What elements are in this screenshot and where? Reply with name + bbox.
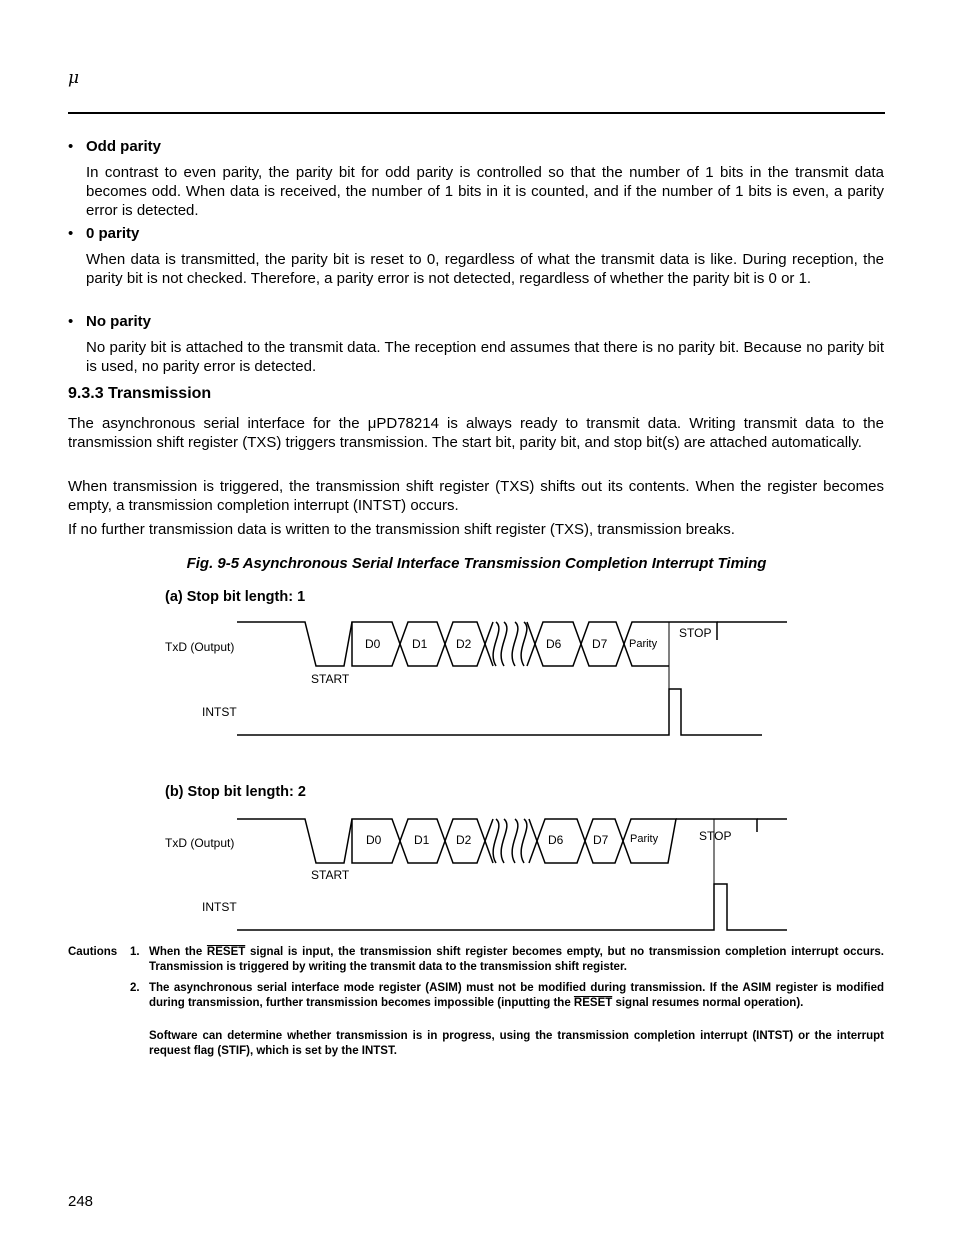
bit-label: D7 bbox=[593, 833, 609, 847]
diagram-b-timing bbox=[0, 805, 954, 940]
cautions-label: Cautions bbox=[68, 946, 118, 958]
txd-label: TxD (Output) bbox=[165, 836, 235, 850]
bit-label: Parity bbox=[630, 833, 659, 845]
bullet-odd-parity-text: In contrast to even parity, the parity bit for odd parity is controlled so that the number of 1 bits in the transmit data becomes odd. When data is received, the number of 1 bits in it is counted, and if the number of 1 bits is even, a parity error is detected. bbox=[86, 164, 884, 219]
diagram-b-title: (b) Stop bit length: 2 bbox=[165, 784, 306, 800]
start-label: START bbox=[311, 672, 350, 686]
caution-text: signal resumes normal operation). bbox=[612, 997, 804, 1009]
bit-label: D2 bbox=[456, 637, 472, 651]
bit-label: D6 bbox=[546, 637, 562, 651]
bullet-title: No parity bbox=[86, 313, 152, 330]
break-squiggle bbox=[493, 622, 499, 666]
caution-text: signal is input, the transmission shift register becomes empty, but no transmission completion interrupt occurs. Transmission is triggered by writing the transmit data to the transmission shift register. bbox=[149, 946, 884, 973]
section-paragraph: When transmission is triggered, the transmission shift register (TXS) shifts out its contents. When the register becomes empty, a transmission completion interrupt (INTST) occurs. bbox=[68, 478, 884, 514]
caution-item-2 bbox=[149, 981, 884, 1011]
caution-text: The asynchronous serial interface mode register (ASIM) must not be modified during transmission. If the ASIM register is modified during transmission, further transmission becomes impossible (inputting the bbox=[149, 982, 884, 1009]
txd-label: TxD (Output) bbox=[165, 640, 235, 654]
caution-number: 1. bbox=[130, 946, 140, 958]
break-marker bbox=[485, 841, 493, 863]
caution-text: When the bbox=[149, 946, 207, 958]
break-squiggle bbox=[493, 819, 499, 863]
break-squiggle bbox=[521, 622, 527, 666]
break-marker bbox=[485, 622, 493, 644]
section-heading: 9.3.3 Transmission bbox=[68, 385, 212, 402]
header-rule bbox=[68, 112, 885, 114]
caution-item-1 bbox=[149, 945, 884, 975]
bit-label: D2 bbox=[456, 833, 472, 847]
break-marker bbox=[485, 644, 493, 666]
break-marker bbox=[527, 622, 535, 666]
bullet-title: Odd parity bbox=[86, 138, 162, 155]
bullet-no-parity-text: No parity bit is attached to the transmit data. The reception end assumes that there is no parity bit. Because no parity bit is used, no parity error is detected. bbox=[86, 339, 884, 375]
reset-signal: RESET bbox=[206, 946, 246, 958]
bullet-odd-parity-title: • Odd parity bbox=[68, 138, 162, 155]
txd-waveform-start bbox=[237, 622, 352, 666]
bit-label: Parity bbox=[629, 638, 658, 650]
break-marker bbox=[529, 819, 537, 863]
bit-label: D6 bbox=[548, 833, 564, 847]
bullet-zero-parity-title: • 0 parity bbox=[68, 225, 140, 242]
caution-number: 2. bbox=[130, 982, 140, 994]
diagram-a-timing bbox=[0, 610, 954, 745]
caution-note: Software can determine whether transmission is in progress, using the transmission completion interrupt (INTST) or the interrupt request flag (STIF), which is set by the INTST. bbox=[149, 1030, 884, 1057]
bit-label: D0 bbox=[365, 637, 381, 651]
intst-waveform bbox=[237, 689, 762, 735]
bullet-no-parity-title: • No parity bbox=[68, 313, 152, 330]
break-squiggle bbox=[501, 622, 507, 666]
stop-label: STOP bbox=[699, 829, 732, 843]
break-squiggle bbox=[512, 622, 518, 666]
bit-label: D1 bbox=[412, 637, 428, 651]
intst-label: INTST bbox=[202, 705, 237, 719]
stop-label: STOP bbox=[679, 626, 712, 640]
bit-label: D7 bbox=[592, 637, 608, 651]
start-label: START bbox=[311, 868, 350, 882]
break-squiggle bbox=[512, 819, 518, 863]
intst-waveform bbox=[237, 884, 787, 930]
txd-waveform-start bbox=[237, 819, 352, 863]
bit-label: D1 bbox=[414, 833, 430, 847]
bullet-zero-parity-text: When data is transmitted, the parity bit is reset to 0, regardless of what the transmit data is like. During reception, the parity bit is not checked. Therefore, a parity error is not detected, regardless of whether the parity bit is 0 or 1. bbox=[86, 251, 884, 287]
section-paragraph: If no further transmission data is written to the transmission shift register (TXS), transmission breaks. bbox=[68, 521, 735, 538]
diagram-a-title: (a) Stop bit length: 1 bbox=[165, 589, 306, 605]
break-squiggle bbox=[521, 819, 527, 863]
page-number: 248 bbox=[68, 1193, 94, 1210]
header-mu-symbol: μ bbox=[68, 68, 80, 88]
intst-label: INTST bbox=[202, 900, 237, 914]
bullet-title: 0 parity bbox=[86, 225, 140, 242]
figure-caption: Fig. 9-5 Asynchronous Serial Interface Transmission Completion Interrupt Timing bbox=[186, 555, 767, 572]
reset-signal: RESET bbox=[573, 997, 613, 1009]
break-squiggle bbox=[501, 819, 507, 863]
bit-label: D0 bbox=[366, 833, 382, 847]
break-marker bbox=[485, 819, 493, 841]
section-paragraph: The asynchronous serial interface for the μPD78214 is always ready to transmit data. Writing transmit data to the transmission shift register (TXS) triggers transmission. The start bit, parity bit, and stop bit(s) are attached automatically. bbox=[68, 415, 884, 451]
